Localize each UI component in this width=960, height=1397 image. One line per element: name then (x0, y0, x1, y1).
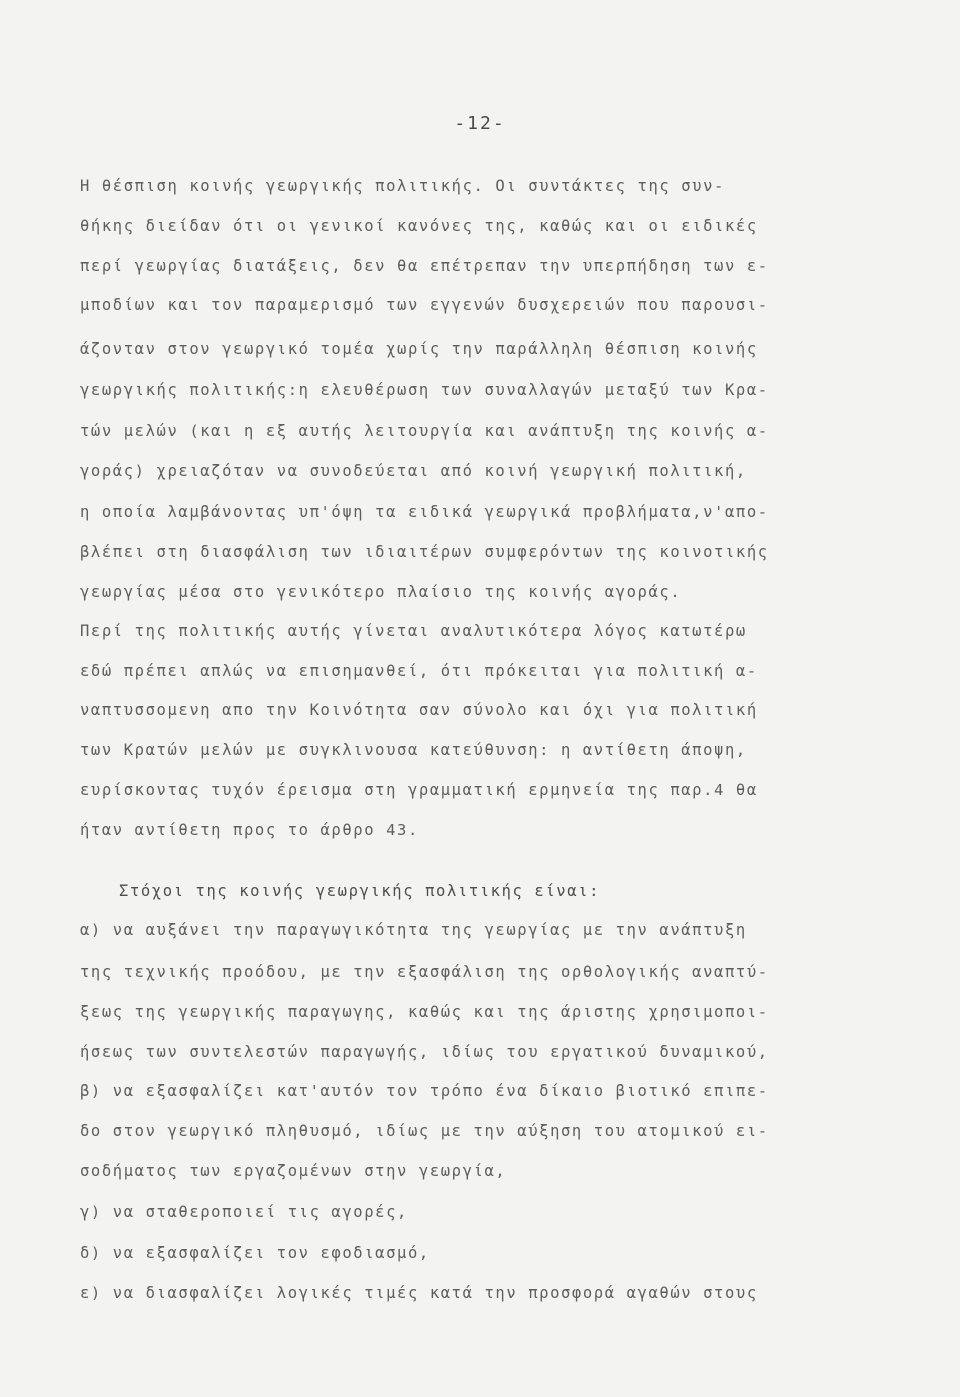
text-line: γεωργικής πολιτικής:η ελευθέρωση των συναλλαγών μεταξύ των Κρα- (80, 381, 769, 399)
goal-item: της τεχνικής προόδου, με την εξασφάλιση της ορθολογικής αναπτύ- (80, 963, 769, 981)
goal-item: ξεως της γεωργικής παραγωγης, καθώς και της άριστης χρησιμοποι- (80, 1003, 769, 1021)
text-line: άζονταν στον γεωργικό τομέα χωρίς την παράλληλη θέσπιση κοινής (80, 340, 758, 358)
text-line: τών μελών (και η εξ αυτής λειτουργία και ανάπτυξη της κοινής α- (80, 422, 769, 440)
text-line: θήκης διείδαν ότι οι γενικοί κανόνες της, καθώς και οι ειδικές (80, 217, 758, 235)
goal-item: δο στον γεωργικό πληθυσμό, ιδίως με την αύξηση του ατομικού ει- (80, 1122, 769, 1140)
text-line: ναπτυσσομενη απο την Κοινότητα σαν σύνολο και όχι για πολιτική (80, 701, 758, 719)
text-line: Περί της πολιτικής αυτής γίνεται αναλυτικότερα λόγος κατωτέρω (80, 622, 747, 640)
goal-item: γ) να σταθεροποιεί τις αγορές, (80, 1203, 408, 1221)
goals-heading: Στόχοι της κοινής γεωργικής πολιτικής είναι: (119, 882, 600, 900)
text-line: ευρίσκοντας τυχόν έρεισμα στη γραμματική ερμηνεία της παρ.4 θα (80, 781, 758, 799)
goal-item: σοδήματος των εργαζομένων στην γεωργία, (80, 1162, 507, 1180)
text-line: η οποία λαμβάνοντας υπ'όψη τα ειδικά γεωργικά προβλήματα,ν'απο- (80, 503, 769, 521)
text-line: ήταν αντίθετη προς το άρθρο 43. (80, 821, 419, 839)
page-number: -12- (454, 113, 506, 134)
goal-item: ε) να διασφαλίζει λογικές τιμές κατά την προσφορά αγαθών στους (80, 1284, 758, 1302)
goal-item: δ) να εξασφαλίζει τον εφοδιασμό, (80, 1244, 430, 1262)
text-line: βλέπει στη διασφάλιση των ιδιαιτέρων συμφερόντων της κοινοτικής (80, 543, 769, 561)
goal-item: α) να αυξάνει την παραγωγικότητα της γεωργίας με την ανάπτυξη (80, 921, 747, 939)
text-line: εδώ πρέπει απλώς να επισημανθεί, ότι πρόκειται για πολιτική α- (80, 662, 758, 680)
text-line: Η θέσπιση κοινής γεωργικής πολιτικής. Οι συντάκτες της συν- (80, 177, 725, 195)
goal-item: ήσεως των συντελεστών παραγωγής, ιδίως του εργατικού δυναμικού, (80, 1043, 769, 1061)
text-line: μποδίων και τον παραμερισμό των εγγενών δυσχερειών που παρουσι- (80, 296, 769, 314)
text-line: των Κρατών μελών με συγκλινουσα κατεύθυνση: η αντίθετη άποψη, (80, 741, 747, 759)
text-line: περί γεωργίας διατάξεις, δεν θα επέτρεπαν την υπερπήδηση των ε- (80, 257, 769, 275)
text-line: γοράς) χρειαζόταν να συνοδεύεται από κοινή γεωργική πολιτική, (80, 462, 747, 480)
text-line: γεωργίας μέσα στο γενικότερο πλαίσιο της κοινής αγοράς. (80, 583, 682, 601)
goal-item: β) να εξασφαλίζει κατ'αυτόν τον τρόπο ένα δίκαιο βιοτικό επιπε- (80, 1082, 769, 1100)
